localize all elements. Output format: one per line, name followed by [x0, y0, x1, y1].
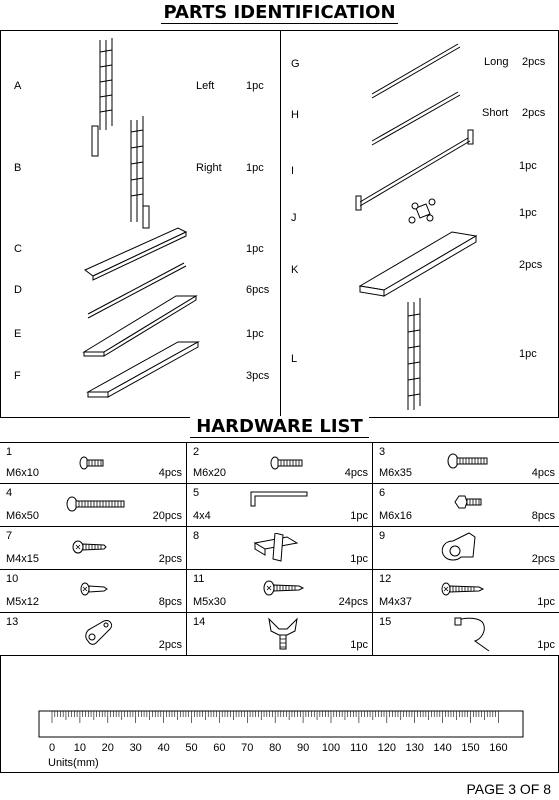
hardware-qty: 2pcs	[158, 639, 182, 651]
hardware-qty: 4pcs	[344, 467, 368, 479]
hardware-qty: 2pcs	[158, 553, 182, 565]
ruler-tick-label: 110	[350, 742, 368, 754]
bracket-rod-icon	[356, 130, 473, 210]
hardware-qty: 1pc	[350, 510, 368, 522]
hardware-qty: 1pc	[537, 596, 555, 608]
hardware-item-7	[0, 527, 187, 570]
hardware-item-10	[0, 570, 187, 613]
ruler-tick-label: 50	[185, 742, 198, 754]
screw-short-icon	[80, 582, 110, 598]
part-letter: L	[291, 353, 298, 365]
short-rod-icon	[372, 92, 460, 145]
ruler-tick-label: 100	[321, 742, 341, 754]
part-name: Short	[482, 107, 509, 119]
hardware-number: 2	[193, 446, 200, 458]
hardware-title: HARDWARE LIST	[0, 416, 559, 437]
part-name: Right	[196, 162, 222, 174]
hardware-number: 5	[193, 487, 200, 499]
ruler-tick-label: 0	[48, 742, 56, 754]
screw-xlong-icon	[441, 582, 487, 598]
part-letter: I	[291, 165, 295, 177]
hardware-grid	[0, 442, 559, 656]
hardware-size: M6x16	[379, 510, 413, 522]
hardware-number: 8	[193, 530, 200, 542]
hardware-item-11	[187, 570, 373, 613]
hardware-item-6	[373, 484, 559, 527]
hardware-qty: 24pcs	[338, 596, 368, 608]
hardware-item-15	[373, 613, 559, 656]
ruler-tick-label: 130	[405, 742, 424, 754]
hardware-size: M6x20	[193, 467, 227, 479]
frame-panel-icon	[85, 228, 186, 280]
ruler-tick-label: 120	[377, 742, 396, 754]
part-letter: H	[291, 109, 299, 121]
ladder-frame-left-icon	[92, 38, 112, 156]
bolt-xlong-icon	[66, 496, 128, 514]
wing-nut-icon	[267, 617, 301, 651]
ruler-tick-label: 40	[157, 742, 170, 754]
part-qty: 3pcs	[246, 370, 270, 382]
hardware-item-14	[187, 613, 373, 656]
cross-connector-icon	[409, 199, 435, 223]
hardware-number: 7	[6, 530, 13, 542]
hardware-item-5	[187, 484, 373, 527]
hardware-size: M4x15	[6, 553, 40, 565]
bracket-plate-icon	[84, 617, 114, 647]
hardware-number: 10	[6, 573, 19, 585]
ruler-tick-label: 70	[241, 742, 254, 754]
ruler-tick-label: 80	[269, 742, 282, 754]
parts-right-drawings	[280, 30, 559, 418]
tray-icon	[360, 232, 476, 296]
part-qty: 1pc	[519, 207, 537, 219]
part-qty: 1pc	[246, 328, 264, 340]
part-qty: 1pc	[246, 243, 264, 255]
ruler-tick-label: 20	[101, 742, 114, 754]
hardware-number: 11	[193, 573, 205, 585]
bolt-icon	[269, 455, 305, 471]
hardware-qty: 8pcs	[158, 596, 182, 608]
part-letter: G	[291, 58, 300, 70]
cable-tie-icon	[453, 615, 493, 655]
hardware-size: M5x30	[193, 596, 227, 608]
ruler-units: Units(mm)	[48, 757, 99, 769]
hardware-size: M6x50	[6, 510, 40, 522]
hardware-size: M5x12	[6, 596, 40, 608]
hardware-item-3	[373, 442, 559, 484]
hardware-item-13	[0, 613, 187, 656]
hardware-number: 6	[379, 487, 386, 499]
ruler	[38, 710, 524, 768]
part-qty: 1pc	[246, 80, 264, 92]
hardware-number: 14	[193, 616, 206, 628]
long-rod-icon	[372, 44, 460, 98]
hardware-item-2	[187, 442, 373, 484]
ruler-tick-label: 90	[296, 742, 310, 754]
part-qty: 6pcs	[246, 284, 270, 296]
part-letter: F	[14, 370, 21, 382]
hardware-qty: 20pcs	[152, 510, 182, 522]
hardware-qty: 1pc	[350, 553, 368, 565]
hardware-size: M4x37	[379, 596, 413, 608]
clip-icon	[439, 531, 479, 563]
part-qty: 2pcs	[522, 56, 546, 68]
part-letter: D	[14, 284, 22, 296]
ladder-frame-right-icon	[131, 116, 149, 228]
hardware-number: 15	[379, 616, 392, 628]
screw-icon	[72, 539, 112, 557]
ruler-tick-label: 10	[73, 742, 87, 754]
part-letter: J	[291, 212, 297, 224]
parts-left-drawings	[0, 30, 279, 418]
hardware-item-9	[373, 527, 559, 570]
ruler-tick-label: 30	[129, 742, 142, 754]
hardware-qty: 2pcs	[531, 553, 555, 565]
ruler-tick-label: 60	[213, 742, 226, 754]
part-qty: 1pc	[519, 348, 537, 360]
part-letter: K	[291, 264, 299, 276]
hardware-size: M6x10	[6, 467, 40, 479]
part-name: Long	[484, 56, 509, 68]
part-letter: C	[14, 243, 22, 255]
part-qty: 1pc	[246, 162, 264, 174]
part-name: Left	[196, 80, 215, 92]
hardware-number: 13	[6, 616, 19, 628]
hardware-qty: 8pcs	[531, 510, 555, 522]
part-qty: 2pcs	[522, 107, 546, 119]
part-qty: 2pcs	[519, 259, 543, 271]
screw-long-icon	[263, 580, 307, 598]
hardware-item-1	[0, 442, 187, 484]
hardware-qty: 1pc	[350, 639, 368, 651]
ruler-tick-label: 160	[489, 742, 508, 754]
part-qty: 1pc	[519, 160, 537, 172]
hardware-item-4	[0, 484, 187, 527]
ladder-icon	[408, 298, 420, 410]
hardware-number: 3	[379, 446, 386, 458]
hardware-number: 1	[6, 446, 13, 458]
ruler-tick-label: 140	[433, 742, 452, 754]
cam-connector-icon	[253, 533, 301, 565]
hardware-qty: 4pcs	[531, 467, 555, 479]
part-letter: E	[14, 328, 22, 340]
hex-bolt-icon	[453, 494, 485, 512]
hardware-qty: 1pc	[537, 639, 555, 651]
part-letter: B	[14, 162, 22, 174]
hardware-item-8	[187, 527, 373, 570]
hardware-size: M6x35	[379, 467, 413, 479]
ruler-tick-label: 150	[461, 742, 480, 754]
hardware-number: 4	[6, 487, 13, 499]
hardware-size: 4x4	[193, 510, 211, 522]
hardware-qty: 4pcs	[158, 467, 182, 479]
hardware-item-12	[373, 570, 559, 613]
bolt-short-icon	[78, 455, 108, 471]
parts-title: PARTS IDENTIFICATION	[163, 2, 396, 23]
hardware-number: 12	[379, 573, 392, 585]
page-number: PAGE 3 OF 8	[466, 781, 551, 797]
part-letter: A	[14, 80, 22, 92]
allen-key-icon	[247, 488, 313, 510]
bolt-long-icon	[447, 453, 495, 471]
hardware-number: 9	[379, 530, 386, 542]
